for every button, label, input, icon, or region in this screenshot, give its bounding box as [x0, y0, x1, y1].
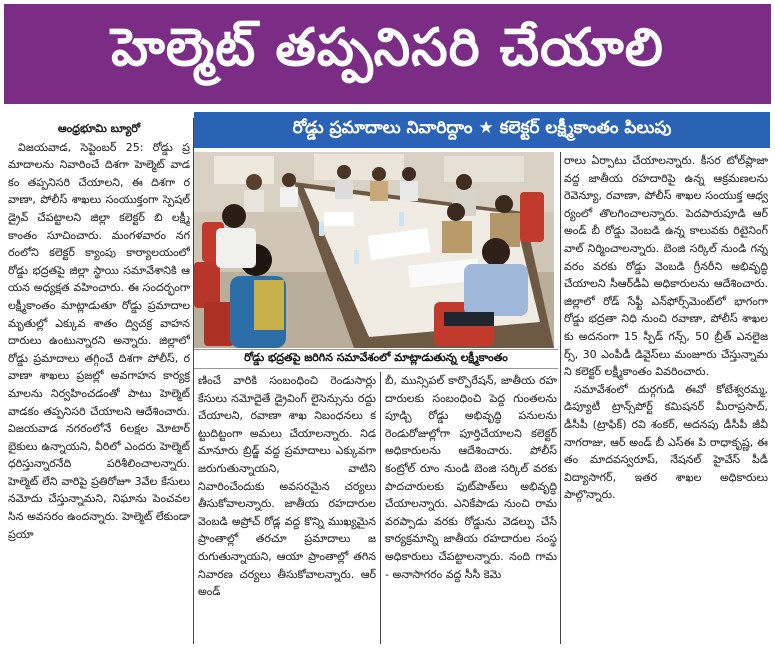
article-paragraph: విజయవాడ, సెప్టెంబర్ 25: రోడ్డు ప్రమాదాలను నివారించే దిశగా హెల్మెట్ వాడకం తప్పనిసరి చేయాలని, ఈ దిశగా రవాణా, పోలీస్ శాఖలు సంయుక్తంగా స్పెషల్ డ్రైవ్ చేపట్టాలని జిల్లా కలెక్టర్ బి లక్ష్మీ కాంతం సూచించారు. మంగళవారం నగరంలోని కలెక్టర్ క్యాంపు కార్యాలయంలో రోడ్డు భద్రతపై జిల్లా స్థాయి సమావేశానికి ఆయన అధ్యక్షత వహించారు. ఈ సందర్భంగా లక్ష్మీకాంతం మాట్లాడుతూ రోడ్డు ప్రమాదాల మృతుల్లో ఎక్కువ శాతం ద్విచక్ర వాహనదారులు ఉంటున్నారని అన్నారు. జిల్లాలో రోడ్డు ప్రమాదాలు తగ్గించే దిశగా పోలీస్, రవాణా శాఖలు ప్రజల్లో అవగాహన కార్యక్రమాలను నిర్వహించడంతో పాటు హెల్మెట్ వాడకం తప్పనిసరి చేయాలని ఆదేశించారు. విజయవాడ నగరంలోనే 6లక్షల మోటార్ బైకులు ఉన్నాయని, వీరిలో ఎందరు హెల్మెట్ ధరిస్తున్నారనేది పరిశీలించాలన్నారు. హెల్మెట్ లేని వారిపై ప్రతిరోజూ 3వేల కేసులు నమోదు చేస్తున్నామని, నిఘాను పెంచవలసిన అవసరం ఉందన్నారు. హెల్మెట్ లేకుండా ప్రయా [8, 140, 190, 541]
column-divider [193, 118, 194, 644]
article-column-3 [385, 372, 557, 642]
article-column-1 [8, 120, 190, 642]
photo-caption: రోడ్డు భద్రతపై జరిగిన సమావేశంలో మాట్లాడుతున్న లక్ష్మీకాంతం [244, 351, 508, 364]
column-divider [560, 152, 561, 644]
article-column-4 [564, 152, 768, 642]
byline: ఆంధ్రభూమి బ్యూరో [57, 122, 141, 135]
subheadline-banner [194, 112, 770, 148]
headline-banner [4, 4, 771, 104]
meeting-photo [194, 152, 554, 348]
subheadline: రోడ్డు ప్రమాదాలు నివారిద్దాం ★ కలెక్టర్ లక్ష్మీకాంతం పిలుపు [292, 118, 672, 138]
article-paragraph: రాలు ఏర్పాటు చేయాలన్నారు. కీసర టోల్‌ప్లాజా వద్ద జాతీయ రహదారిపై ఉన్న ఆక్రమణలను రెవెన్యూ, రవాణా, పోలీస్ శాఖల సంయుక్త ఆధ్వర్యంలో తొలగించాలన్నారు. పెదపారుపూడి ఆర్ అండ్ బీ రోడ్డు వెంబడి ఉన్న కాలువకు రిటైనింగ్ వాల్ నిర్మించాలన్నారు. బెంజి సర్కిల్ నుండి గన్నవరం వరకు రోడ్డు వెంబడి గ్రీనరీని అభివృద్ధి చేయాలని సీఆర్‌డీఏ అధికారులను ఆదేశించారు. జిల్లాలో రోడ్ సేఫ్టీ ఎన్‌ఫోర్స్‌మెంట్‌లో భాగంగా రోడ్డు భద్రతా నిధి నుంచి రవాణా, పోలీస్ శాఖలకు అదనంగా 15 స్పీడ్ గన్స్, 50 బ్రీత్ ఎనలైజర్స్, 30 ఎంపీడీ డివైస్‌లు మంజూరు చేస్తున్నామని కలెక్టర్ లక్ష్మీకాంతం వివరించారు. [564, 154, 768, 379]
article-paragraph: ణించే వారికి సంబంధించి రెండుసార్లు కేసులు నమోదైతే డ్రైవింగ్ లైసెన్సును రద్దు చేయాలని, రవాణా శాఖ నిబంధనలు కట్టుదిట్టంగా అమలు చేయాలన్నారు. నిడమానూరు బ్రిడ్జ్ వద్ద ప్రమాదాలు ఎక్కువగా జరుగుతున్నాయని, వాటిని నివారించేందుకు అవసరమైన చర్యలు తీసుకోవాలన్నారు. జాతీయ రహదారుల వెంబడి అప్రోచ్ రోడ్ల వద్ద కొన్ని ముఖ్యమైన ప్రాంతాల్లో తరచూ ప్రమాదాలు జరుగుతున్నాయని, ఆయా ప్రాంతాల్లో తగిన నివారణ చర్యలు తీసుకోవాలన్నారు. ఆర్ అండ్ [198, 374, 376, 599]
article-paragraph: బీ, మున్సిపల్ కార్పొరేషన్, జాతీయ రహదారులకు సంబంధించి పెద్ద గుంతలను పూడ్చి రోడ్డు అభివృద్ధి పనులను రెండురోజుల్లోగా పూర్తిచేయాలని కలెక్టర్ అధికారులను ఆదేశించారు. పోలీస్ కంట్రోల్ రూం నుండి బెంజి సర్కిల్ వరకు పాదచారులకు ఫుట్‌పాత్‌లు అభివృద్ధి చేయాలన్నారు. ఎనికేపాడు నుంచి రామవరప్పాడు వరకు రోడ్డును వెడల్పు చేసే కార్యక్రమాన్ని జాతీయ రహదారుల సంస్థ అధికారులు చేపట్టాలన్నారు. నంది గామ - అనాసాగరం వద్ద సీసీ కెమె [385, 374, 557, 581]
photo-caption-bar [194, 349, 558, 369]
article-column-2 [198, 372, 376, 642]
meeting-photo-illustration [194, 152, 554, 348]
article-paragraph: సమావేశంలో దుర్గగుడి ఈవో కోటేశ్వరమ్మ, డిప్యూటీ ట్రాన్స్‌పోర్ట్ కమిషనర్ మీరాప్రసాద్, డీసీపీ (ట్రాఫిక్) రవి శంకర్, అదనపు డీసీపీ జీవీ నాగరాజు, ఆర్ అండ్ బీ ఎస్‌ఈ పి రాధాకృష్ణ, ఈతం మాదవస్వరూప్, నేషనల్ హైవేస్ పీడీ విద్యాసాగర్, ఇతర శాఖల అధికారులు పాల్గొన్నారు. [564, 382, 768, 502]
headline: హెల్మెట్ తప్పనిసరి చేయాలి [111, 17, 664, 78]
column-divider [380, 372, 381, 644]
